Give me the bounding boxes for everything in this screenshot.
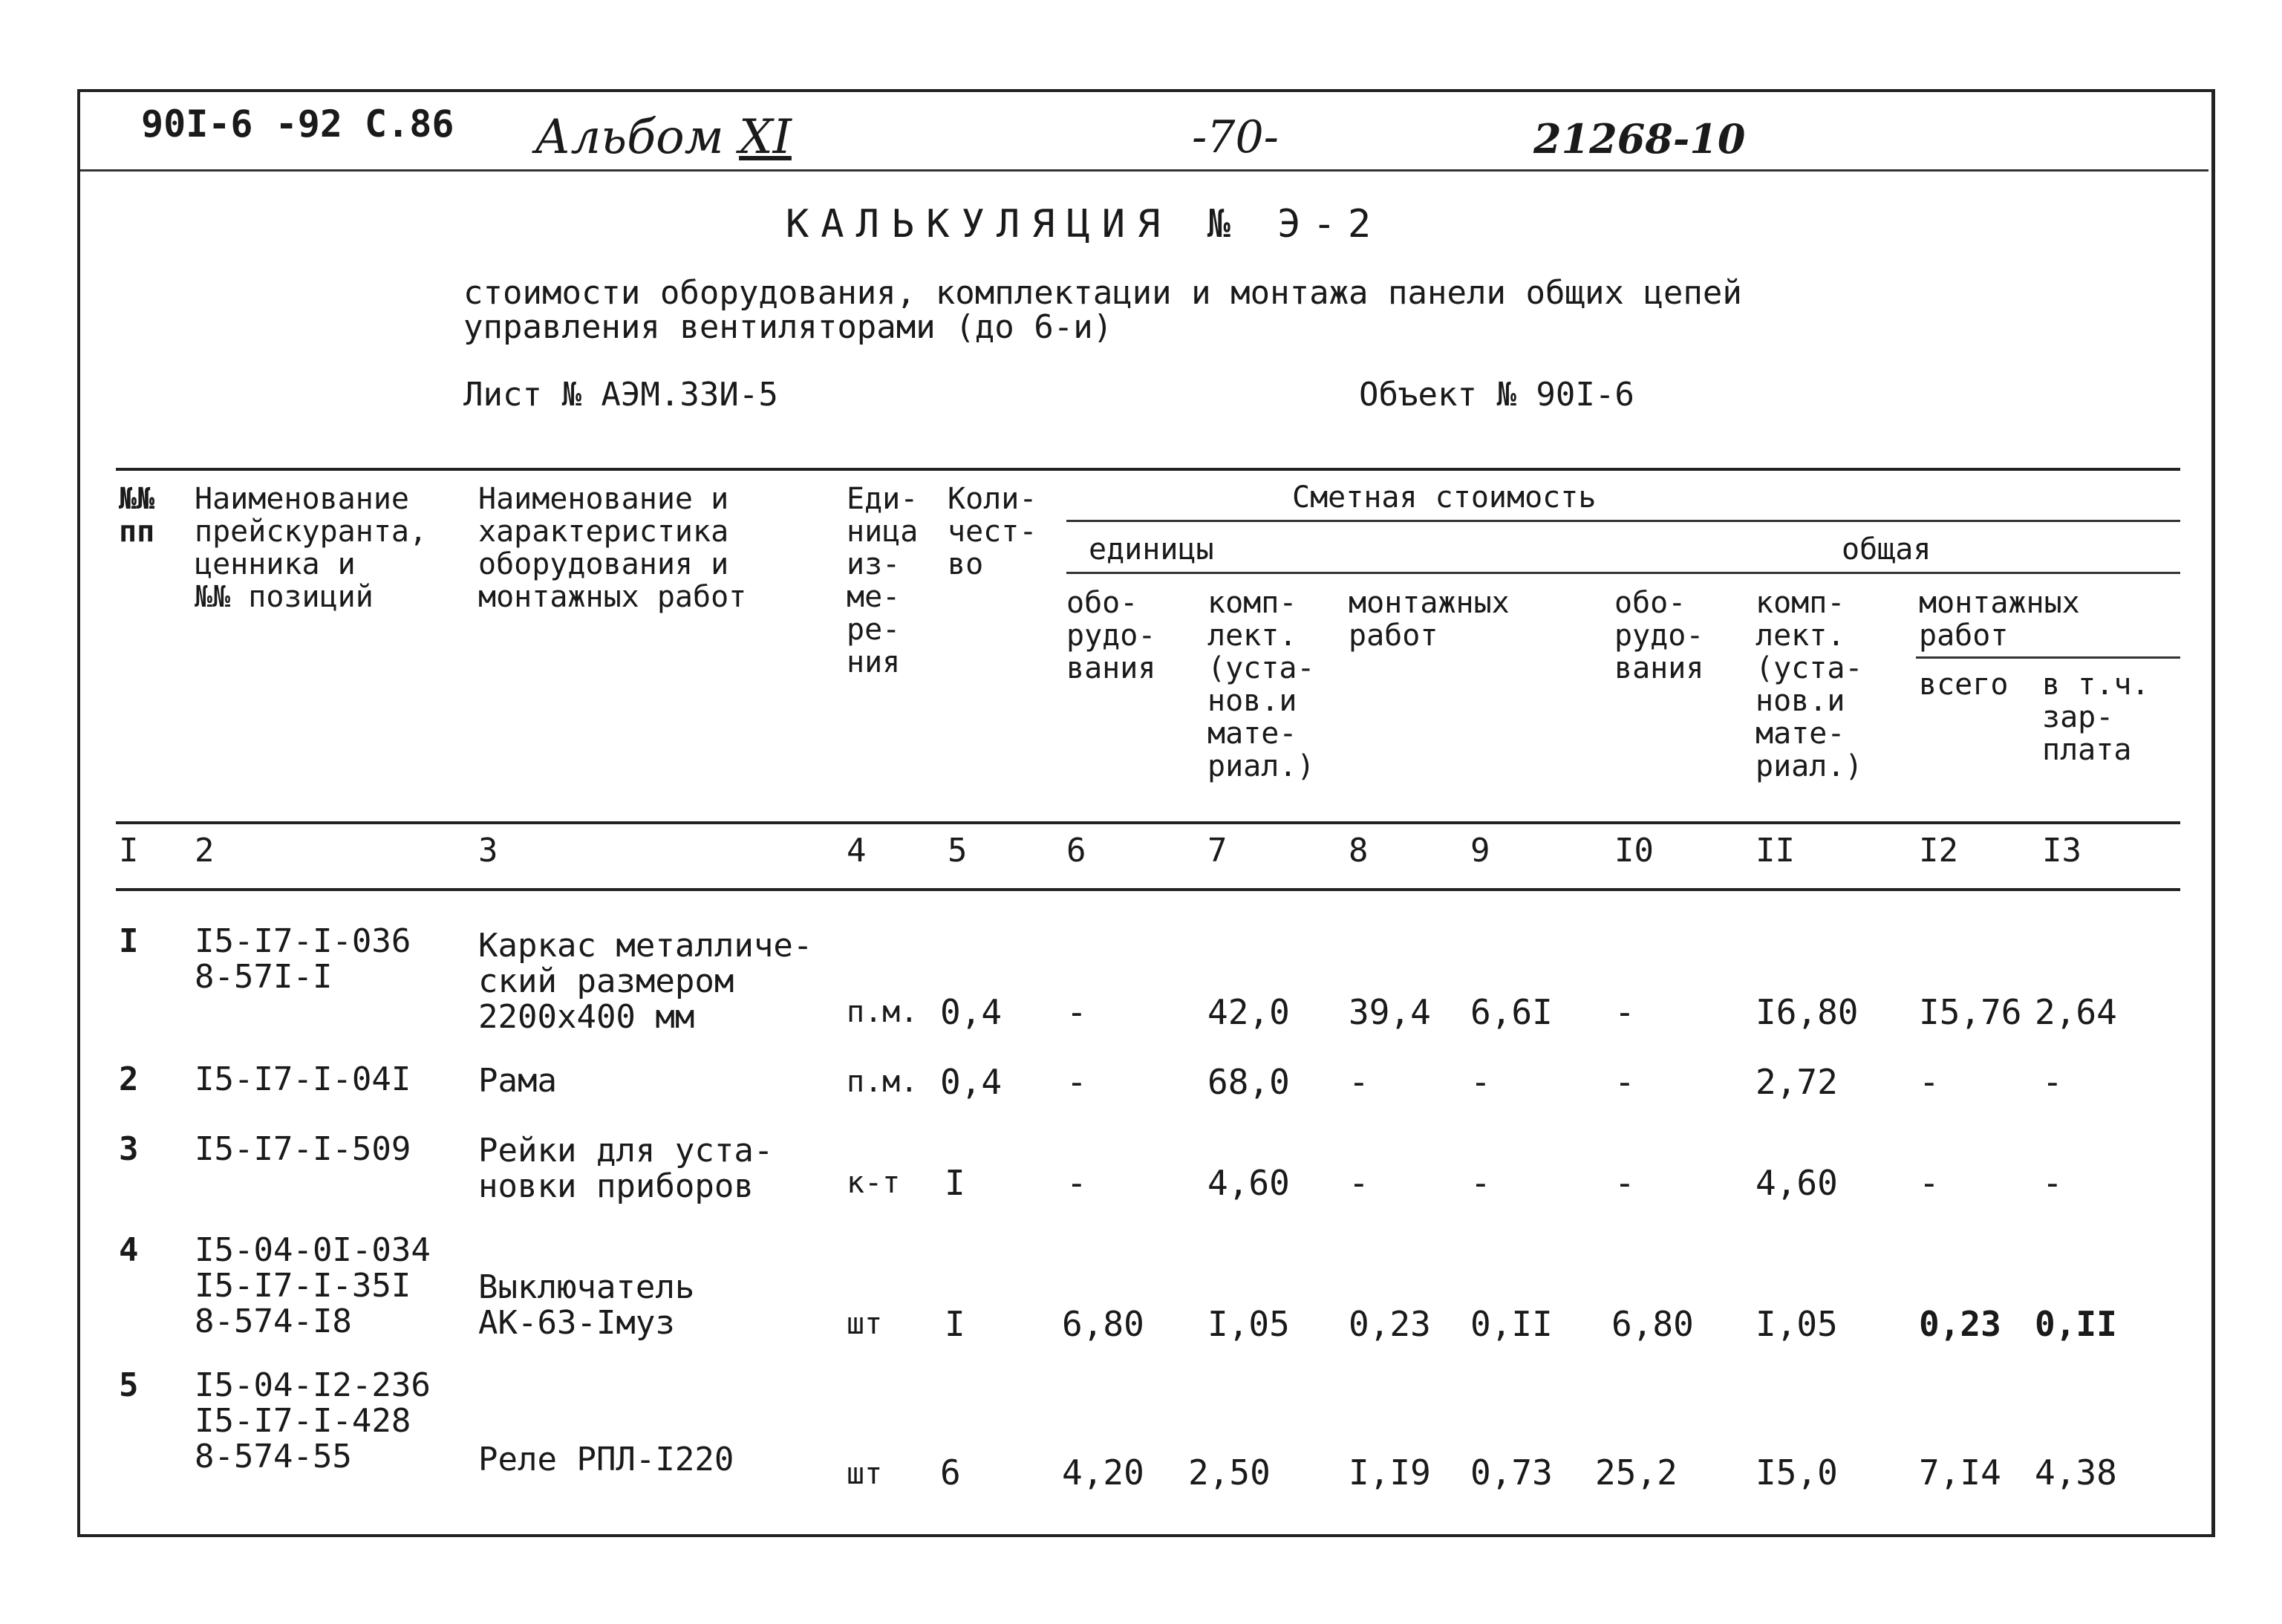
document-number: 21268-10 <box>1533 115 1746 163</box>
row-c11: 4,60 <box>1755 1163 1838 1203</box>
row-c11: I6,80 <box>1755 992 1859 1032</box>
row-c11: 2,72 <box>1755 1062 1838 1102</box>
header-pricelist: Наименование прейскуранта, ценника и №№ позиций <box>195 482 428 614</box>
colnum-bottom-rule <box>116 888 2180 891</box>
header-per-unit: единицы <box>1089 532 1214 567</box>
colnum: 5 <box>948 832 968 870</box>
unit-total-rule <box>1066 572 2180 574</box>
row-c9: 6,6I <box>1470 992 1553 1032</box>
row-c10: - <box>1614 1062 1635 1102</box>
row-c9: - <box>1470 1163 1491 1203</box>
header-compl: комп- лект. (уста- нов.и мате- риал.) <box>1207 586 1315 783</box>
row-c7: I,05 <box>1207 1304 1290 1344</box>
row-c8: I,I9 <box>1349 1452 1431 1493</box>
row-c8: 39,4 <box>1349 992 1431 1032</box>
album-prefix: Альбом <box>535 110 724 165</box>
sheet-number: Лист № АЭМ.33И-5 <box>463 376 778 414</box>
header-total: общая <box>1842 532 1931 567</box>
project-code: 90I-6 -92 С.86 <box>141 102 454 146</box>
row-c7: 42,0 <box>1207 992 1290 1032</box>
row-codes: I5-04-0I-034 I5-I7-I-35I 8-574-I8 <box>195 1231 431 1340</box>
row-c8: - <box>1349 1062 1369 1102</box>
header-unit: Еди- ница из- ме- ре- ния <box>847 482 919 679</box>
mount-total-rule <box>1916 656 2180 659</box>
row-unit: п.м. <box>847 995 919 1029</box>
row-unit: шт <box>847 1307 883 1341</box>
row-name: Выключатель АК-63-Iмуз <box>478 1268 695 1342</box>
row-qty: 0,4 <box>940 992 1003 1032</box>
colnum: I <box>119 832 139 870</box>
row-number: I <box>119 922 139 960</box>
colnum: 8 <box>1349 832 1369 870</box>
document-subtitle: стоимости оборудования, комплектации и монтажа панели общих цепей управления вентиляторами (до 6-и) <box>463 274 1742 346</box>
header-mount2: монтажных работ <box>1919 586 2080 653</box>
table-top-rule <box>116 468 2180 471</box>
colnum: I2 <box>1919 832 1958 870</box>
row-name: Рама <box>478 1062 557 1100</box>
row-qty: 6 <box>940 1452 961 1493</box>
row-c8: 0,23 <box>1349 1304 1431 1344</box>
row-c8: - <box>1349 1163 1369 1203</box>
header-num: №№ пп <box>119 482 155 549</box>
row-c10: - <box>1614 1163 1635 1203</box>
row-c9: - <box>1470 1062 1491 1102</box>
header-estimate: Сметная стоимость <box>1292 480 1597 515</box>
object-number: Объект № 90I-6 <box>1359 376 1634 414</box>
header-wage: в т.ч. зар- плата <box>2042 668 2150 767</box>
row-name: Рейки для уста- новки приборов <box>478 1132 774 1205</box>
row-c7: 2,50 <box>1188 1452 1271 1493</box>
header-rule <box>80 169 2208 172</box>
header-mount: монтажных работ <box>1349 586 1510 653</box>
row-qty: I <box>945 1163 965 1203</box>
row-number: 2 <box>119 1060 139 1098</box>
row-c12: - <box>1919 1062 1940 1102</box>
row-unit: к-т <box>847 1166 901 1200</box>
header-compl2: комп- лект. (уста- нов.и мате- риал.) <box>1755 586 1863 783</box>
row-c6: 4,20 <box>1062 1452 1144 1493</box>
album-label <box>535 110 792 165</box>
document-title: КАЛЬКУЛЯЦИЯ № Э-2 <box>786 202 1383 247</box>
row-name: Каркас металличе- ский размером 2200х400 мм <box>478 927 813 1036</box>
row-codes: I5-04-I2-236 I5-I7-I-428 8-574-55 <box>195 1366 431 1475</box>
row-unit: п.м. <box>847 1065 919 1099</box>
album-roman: XI <box>739 110 792 165</box>
header-all: всего <box>1919 668 2009 702</box>
header-equip2: обо- рудо- вания <box>1614 586 1704 685</box>
row-c10: 25,2 <box>1595 1452 1678 1493</box>
row-name: Реле РПЛ-I220 <box>478 1441 734 1478</box>
colnum: II <box>1755 832 1795 870</box>
header-name: Наименование и характеристика оборудования и монтажных работ <box>478 482 747 614</box>
row-c12: 0,23 <box>1919 1304 2001 1344</box>
row-number: 5 <box>119 1366 139 1404</box>
row-c11: I5,0 <box>1755 1452 1838 1493</box>
row-c6: 6,80 <box>1062 1304 1144 1344</box>
row-c6: - <box>1066 1062 1087 1102</box>
row-c6: - <box>1066 1163 1087 1203</box>
row-c7: 4,60 <box>1207 1163 1290 1203</box>
page-number: -70- <box>1192 111 1279 163</box>
row-c10: - <box>1614 992 1635 1032</box>
colnum: 3 <box>478 832 498 870</box>
row-c12: 7,I4 <box>1919 1452 2001 1493</box>
header-bottom-rule <box>116 821 2180 824</box>
header-equip: обо- рудо- вания <box>1066 586 1156 685</box>
row-number: 3 <box>119 1130 139 1168</box>
row-codes: I5-I7-I-509 <box>195 1130 411 1168</box>
row-codes: I5-I7-I-036 8-57I-I <box>195 922 411 996</box>
row-c12: - <box>1919 1163 1940 1203</box>
row-c13: 2,64 <box>2035 992 2117 1032</box>
row-c13: - <box>2042 1163 2063 1203</box>
colnum: I0 <box>1614 832 1654 870</box>
row-c7: 68,0 <box>1207 1062 1290 1102</box>
row-c9: 0,II <box>1470 1304 1553 1344</box>
row-c6: - <box>1066 992 1087 1032</box>
row-codes: I5-I7-I-04I <box>195 1060 411 1098</box>
colnum: 6 <box>1066 832 1086 870</box>
row-c13: 0,II <box>2035 1304 2117 1344</box>
colnum: 9 <box>1470 832 1490 870</box>
colnum: 2 <box>195 832 215 870</box>
row-unit: шт <box>847 1457 883 1491</box>
row-qty: I <box>945 1304 965 1344</box>
row-c10: 6,80 <box>1611 1304 1694 1344</box>
row-qty: 0,4 <box>940 1062 1003 1102</box>
row-c13: - <box>2042 1062 2063 1102</box>
row-c13: 4,38 <box>2035 1452 2117 1493</box>
estimate-rule <box>1066 520 2180 522</box>
row-c12: I5,76 <box>1919 992 2022 1032</box>
row-c9: 0,73 <box>1470 1452 1553 1493</box>
colnum: I3 <box>2042 832 2081 870</box>
row-number: 4 <box>119 1231 139 1269</box>
colnum: 7 <box>1207 832 1228 870</box>
colnum: 4 <box>847 832 867 870</box>
row-c11: I,05 <box>1755 1304 1838 1344</box>
header-qty: Коли- чест- во <box>948 482 1037 581</box>
